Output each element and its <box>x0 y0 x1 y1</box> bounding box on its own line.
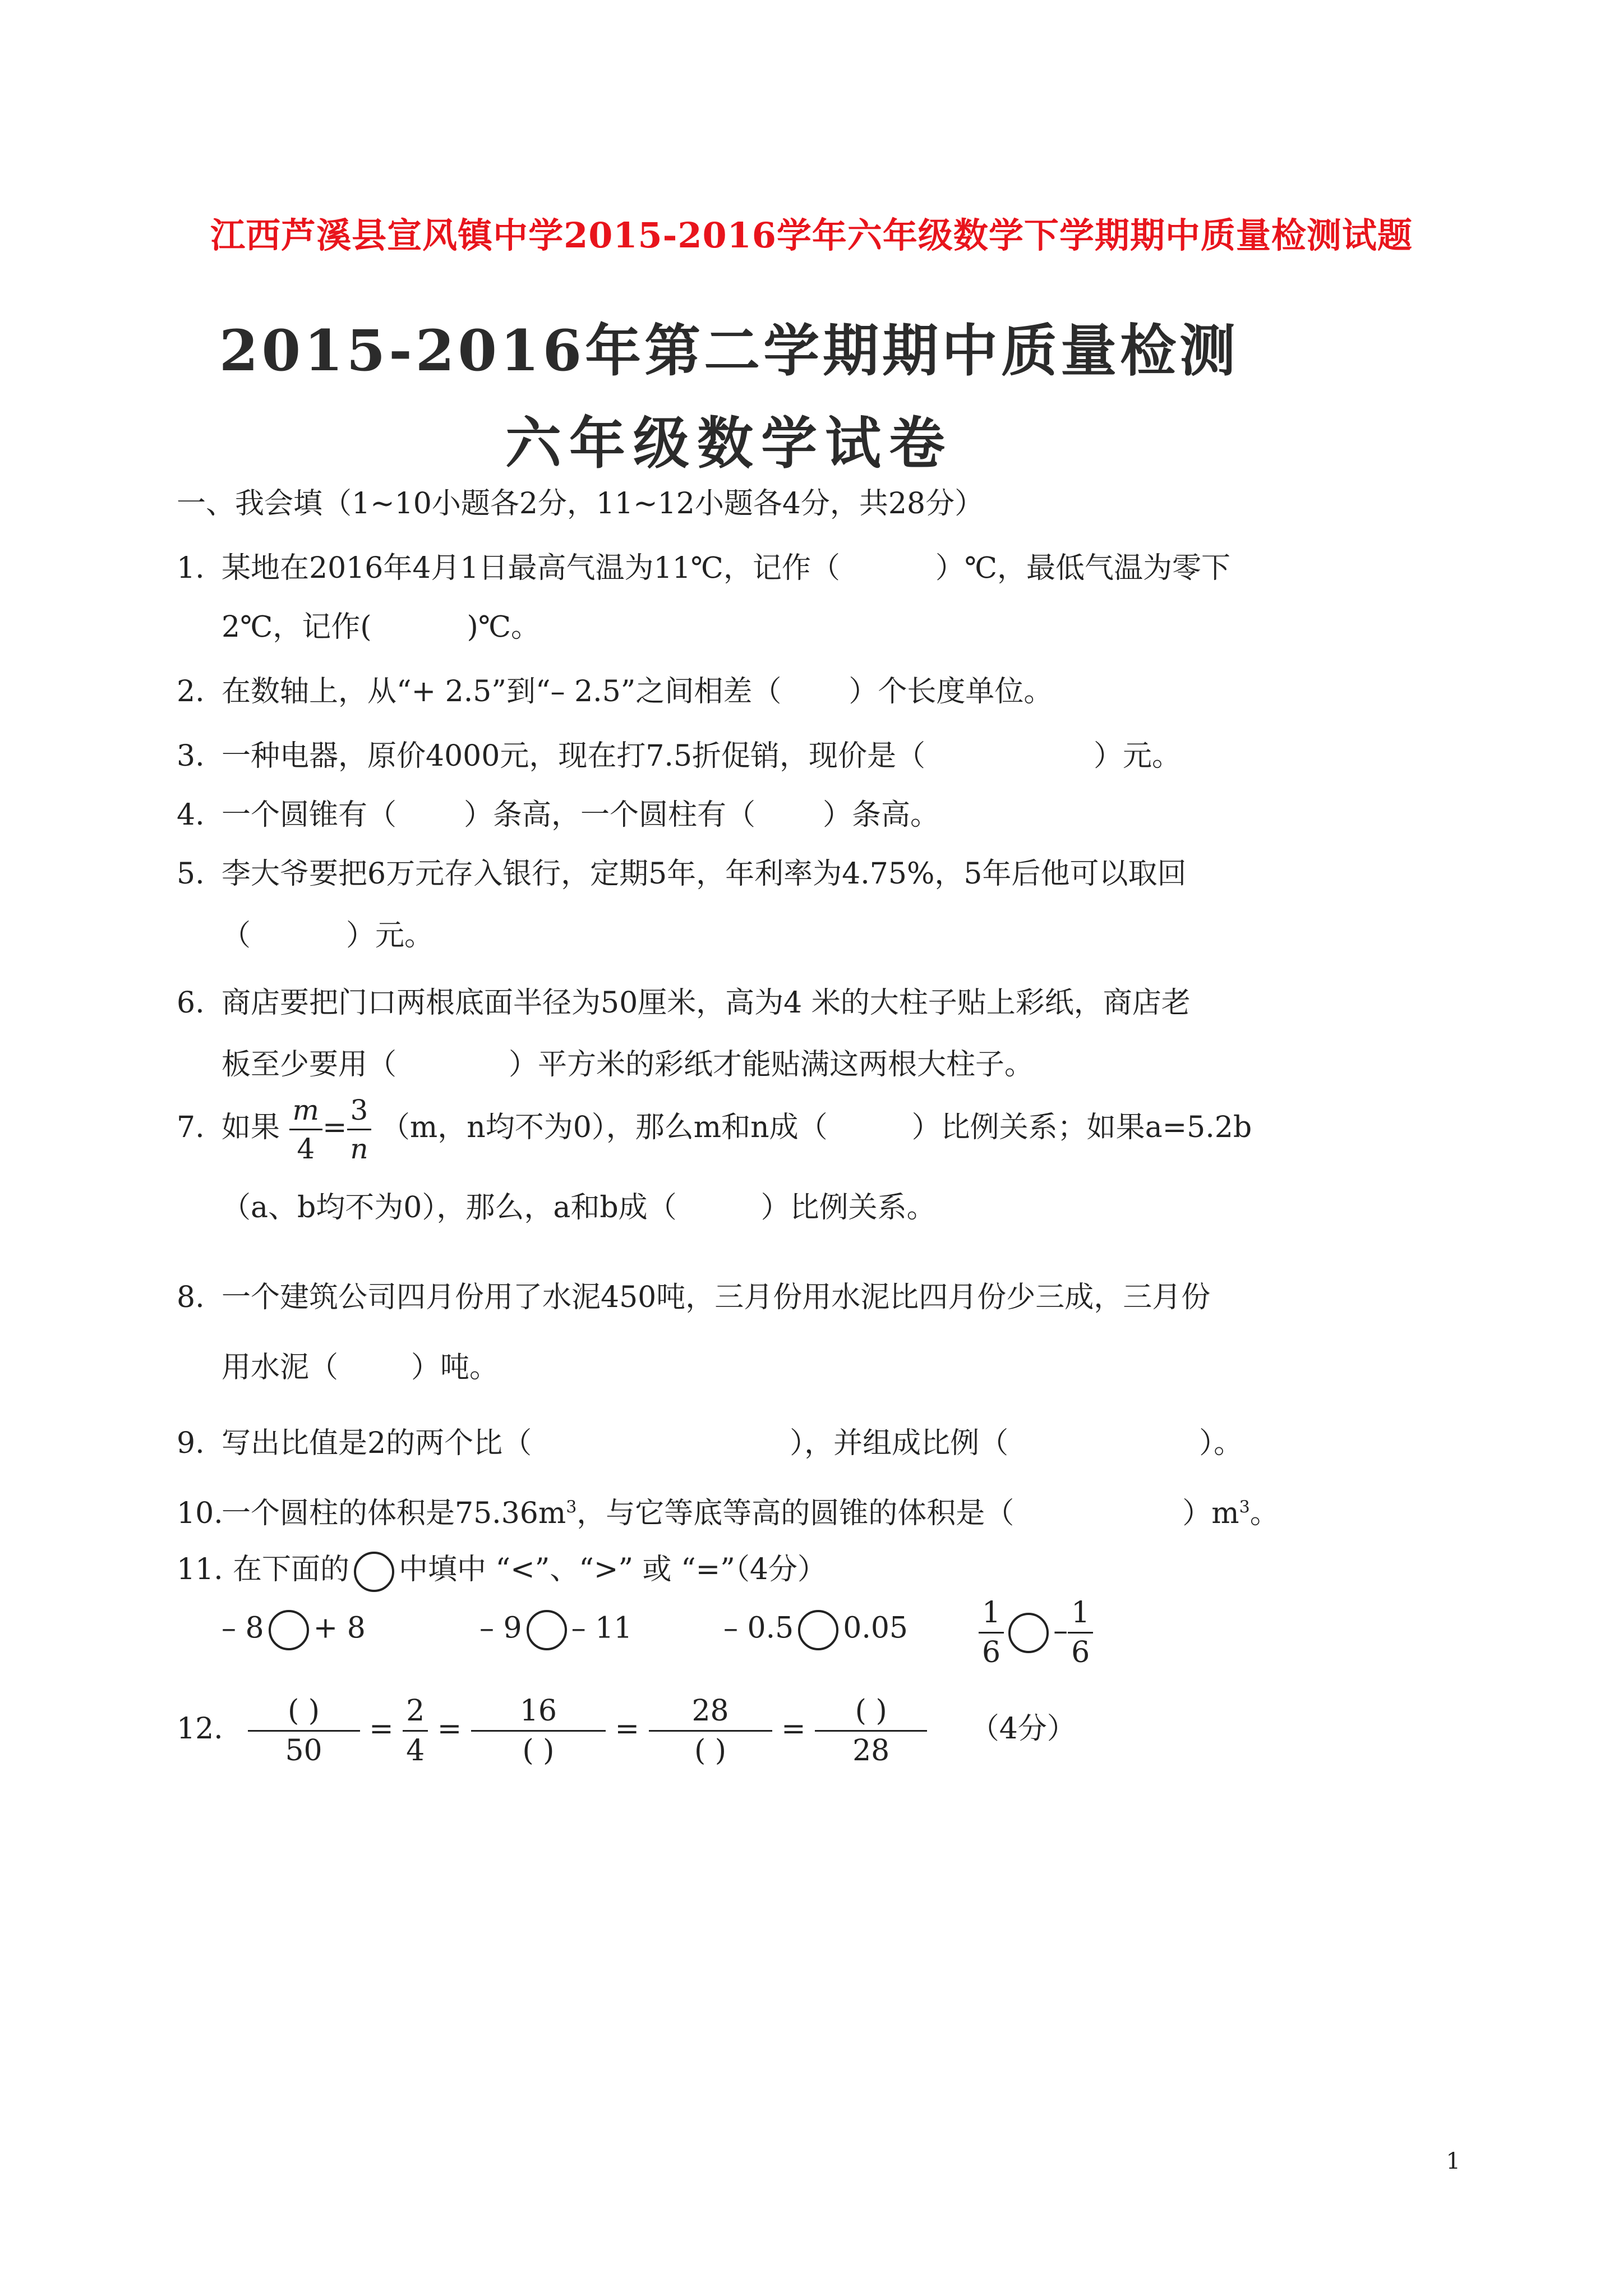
question-text: ）m <box>1182 1497 1239 1530</box>
fraction-28-over-blank[interactable]: $\frac{28}{( )}$ <box>649 1694 772 1768</box>
question-text: ，与它等底等高的圆锥的体积是（ <box>577 1497 1015 1530</box>
question-text: ）平方米的彩纸才能贴满这两根大柱子。 <box>509 1048 1034 1082</box>
comparison-right: + 8 <box>313 1611 366 1645</box>
question-text: 一种电器，原价4000元，现在打7.5折促销，现价是（ <box>222 739 926 773</box>
question-3 <box>177 732 1181 774</box>
question-text: ）比例关系；如果a=5.2b <box>911 1111 1252 1144</box>
question-text: 。 <box>1249 1497 1279 1530</box>
question-1-line-2 <box>222 603 540 645</box>
comparison-circle-blank[interactable] <box>527 1610 567 1650</box>
question-text: ）条高。 <box>823 798 940 832</box>
comparison-left: – 0.5 <box>723 1611 794 1645</box>
comparison-1 <box>222 1610 366 1650</box>
question-text: 一个圆锥有（ <box>222 798 397 832</box>
question-number: 1. <box>177 551 205 585</box>
question-7-line-1 <box>177 1094 1252 1165</box>
question-number: 7. <box>177 1111 205 1144</box>
comparison-circle-blank[interactable] <box>1008 1613 1049 1653</box>
equals-sign: = <box>322 1111 347 1144</box>
question-text: （a、b均不为0），那么，a和b成（ <box>222 1191 677 1225</box>
fraction-2-over-4: $\frac{2}{4}$ <box>403 1694 428 1768</box>
score-note: （4分） <box>970 1712 1076 1746</box>
comparison-3 <box>723 1610 908 1650</box>
question-text: ），并组成比例（ <box>790 1427 1009 1460</box>
equals-sign: = <box>781 1712 806 1746</box>
question-number: 10. <box>177 1497 223 1530</box>
comparison-right: 0.05 <box>843 1611 909 1645</box>
question-8-line-1 <box>177 1273 1210 1315</box>
question-4 <box>177 791 939 833</box>
question-text: ）比例关系。 <box>760 1191 936 1225</box>
question-text: 一个建筑公司四月份用了水泥450吨，三月份用水泥比四月份少三成，三月份 <box>222 1281 1211 1314</box>
question-text: 2℃，记作( <box>222 610 372 644</box>
question-text: ）。 <box>1199 1427 1243 1460</box>
question-text: ）元。 <box>1094 739 1182 773</box>
question-text: 板至少要用（ <box>222 1048 397 1082</box>
comparison-left: – 9 <box>479 1611 522 1645</box>
question-text: （m，n均不为0），那么m和n成（ <box>380 1111 828 1144</box>
question-10 <box>177 1489 1279 1531</box>
circle-icon <box>354 1552 394 1592</box>
equals-sign: = <box>615 1712 640 1746</box>
question-text: 商店要把门口两根底面半径为50厘米，高为4 米的大柱子贴上彩纸，商店老 <box>222 986 1191 1020</box>
question-text: 在数轴上，从“+ 2.5”到“– 2.5”之间相差（ <box>222 675 782 708</box>
question-6-line-2 <box>222 1041 1034 1083</box>
question-text: ）元。 <box>346 919 434 953</box>
question-number: 8. <box>177 1281 205 1314</box>
question-text: （ <box>222 919 251 953</box>
question-6-line-1 <box>177 979 1191 1021</box>
comparison-4 <box>979 1596 1093 1669</box>
question-5-line-2 <box>222 912 434 954</box>
question-2 <box>177 668 1053 710</box>
question-text: ）个长度单位。 <box>849 675 1053 708</box>
exam-subtitle: 六年级数学试卷 <box>505 410 953 476</box>
question-9 <box>177 1419 1243 1461</box>
fraction-16-over-blank[interactable]: $\frac{16}{( )}$ <box>471 1694 606 1768</box>
question-12 <box>177 1694 1076 1768</box>
question-number: 2. <box>177 675 205 708</box>
question-text: 在下面的 <box>233 1553 350 1586</box>
superscript: 3 <box>566 1497 577 1517</box>
minus-sign: – <box>1053 1614 1068 1648</box>
question-5-line-1 <box>177 850 1186 892</box>
comparison-circle-blank[interactable] <box>798 1610 838 1650</box>
comparison-right: – 11 <box>571 1611 633 1645</box>
section-heading: 一、我会填（1~10小题各2分，11~12小题各4分，共28分） <box>177 487 984 521</box>
question-text: 如果 <box>222 1111 280 1144</box>
comparison-left: – 8 <box>222 1611 264 1645</box>
question-number: 3. <box>177 739 205 773</box>
question-text: 中填中 “<”、“>” 或 “=”（4分） <box>399 1553 827 1586</box>
fraction-3-over-n: $\frac{3}{n}$ <box>347 1094 372 1165</box>
question-number: 12. <box>177 1712 223 1746</box>
question-number: 5. <box>177 857 205 891</box>
equals-sign: = <box>437 1712 462 1746</box>
fraction-blank-over-50[interactable]: $\frac{( )}{50}$ <box>248 1694 360 1768</box>
fraction-one-sixth: $\frac{1}{6}$ <box>1068 1596 1093 1669</box>
page-number: 1 <box>1446 2148 1460 2174</box>
question-text: ）吨。 <box>411 1351 499 1384</box>
question-number: 9. <box>177 1427 205 1460</box>
question-text: 某地在2016年4月1日最高气温为11℃，记作（ <box>222 551 840 585</box>
question-text: ）℃，最低气温为零下 <box>935 551 1231 585</box>
question-7-line-2 <box>222 1184 936 1226</box>
question-11-heading <box>177 1545 827 1592</box>
comparison-2 <box>479 1610 632 1650</box>
question-1-line-1 <box>177 544 1230 586</box>
fraction-blank-over-28[interactable]: $\frac{( )}{28}$ <box>815 1694 927 1768</box>
equals-sign: = <box>369 1712 394 1746</box>
question-text: 一个圆柱的体积是75.36m <box>222 1497 566 1530</box>
question-text: 李大爷要把6万元存入银行，定期5年，年利率为4.75%，5年后他可以取回 <box>222 857 1187 891</box>
superscript: 3 <box>1239 1497 1250 1517</box>
question-number: 4. <box>177 798 205 832</box>
question-text: ）条高，一个圆柱有（ <box>464 798 756 832</box>
fraction-m-over-4: $\frac{m}{4}$ <box>289 1094 322 1165</box>
question-number: 6. <box>177 986 205 1020</box>
question-8-line-2 <box>222 1343 499 1386</box>
question-text: )℃。 <box>467 610 541 644</box>
fraction-one-sixth: $\frac{1}{6}$ <box>979 1596 1004 1669</box>
exam-title: 2015-2016年第二学期期中质量检测 <box>219 318 1239 384</box>
document-header: 江西芦溪县宣风镇中学2015-2016学年六年级数学下学期期中质量检测试题 <box>210 215 1413 256</box>
question-number: 11. <box>177 1553 223 1586</box>
question-text: 写出比值是2的两个比（ <box>222 1427 532 1460</box>
question-text: 用水泥（ <box>222 1351 339 1384</box>
comparison-circle-blank[interactable] <box>269 1610 309 1650</box>
